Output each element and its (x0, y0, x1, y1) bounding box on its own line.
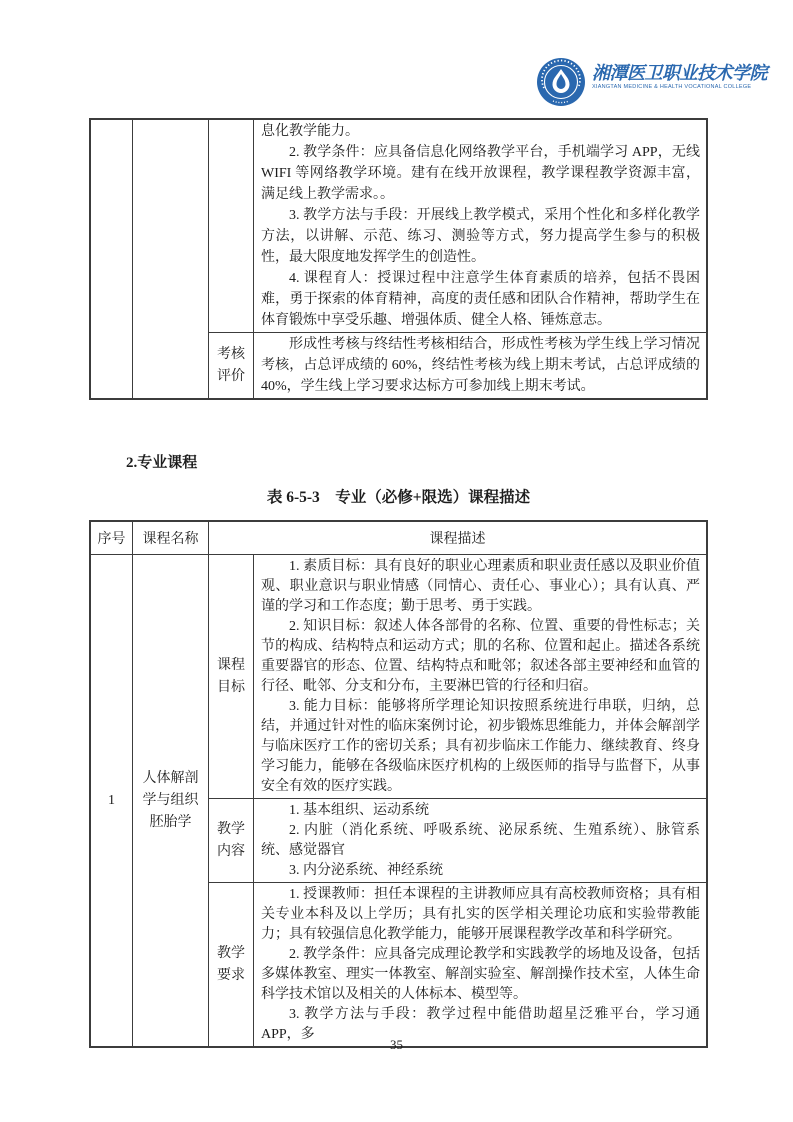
teaching-requirement-section (209, 883, 706, 1046)
paragraph: 2. 知识目标：叙述人体各部骨的名称、位置、重要的骨性标志；关节的构成、结构特点和运动方式；肌的名称、位置和起止。描述各系统重要器官的形态、位置、结构特点和毗邻；叙述各部主要神经和血管的行径、毗邻、分支和分布，主要淋巴管的行径和归宿。 (261, 619, 700, 694)
row-index-cell: 1 (91, 555, 133, 1046)
paragraph: 2. 教学条件：应具备完成理论教学和实践教学的场地及设备，包括多媒体教室、理实一体教室、解剖实验室、解剖操作技术室，人体生命科学技术馆以及相关的人体标本、模型等。 (261, 947, 700, 1002)
assessment-row (209, 333, 706, 398)
paragraph: 3. 内分泌系统、神经系统 (289, 863, 443, 878)
paragraph: 1. 基本组织、运动系统 (289, 803, 429, 818)
paragraph: 息化教学能力。 (261, 124, 359, 139)
teaching-content-section (209, 799, 706, 883)
paragraph: 1. 素质目标：具有良好的职业心理素质和职业责任感以及职业价值观、职业意识与职业情感（同情心、责任心、事业心）；具有认真、严谨的学习和工作态度；勤于思考、勇于实践。 (261, 559, 700, 614)
page-number: 35 (390, 1037, 403, 1052)
course-goal-content (254, 555, 706, 798)
paragraph: 4. 课程育人：授课过程中注意学生体育素质的培养，包括不畏困难，勇于探索的体育精神，高度的责任感和团队合作精神，帮助学生在体育锻炼中享受乐趣、增强体质、健全人格、锤炼意志。 (261, 271, 700, 328)
course-sections (209, 555, 706, 1046)
paragraph: 2. 内脏（消化系统、呼吸系统、泌尿系统、生殖系统）、脉管系统、感觉器官 (261, 823, 700, 858)
table-title: 表 6-5-3 专业（必修+限选）课程描述 (266, 489, 531, 506)
paragraph: 3. 能力目标：能够将所学理论知识按照系统进行串联，归纳，总结，并通过针对性的临床案例讨论，初步锻炼思维能力，并体会解剖学与临床医疗工作的密切关系；具有初步临床工作能力、继续教育、终身学习能力，能够在各级临床医疗机构的上级医师的指导与监督下，从事安全有效的医疗实践。 (261, 699, 700, 794)
assessment-label-cell: 考核评价 (209, 333, 254, 398)
paragraph: 2. 教学条件：应具备信息化网络教学平台，手机端学习 APP，无线 WIFI 等网络教学环境。建有在线开放课程，教学课程教学资源丰富，满足线上教学需求。。 (261, 145, 700, 202)
empty-label-cell (209, 120, 254, 332)
paragraph: 3. 教学方法与手段：教学过程中能借助超星泛雅平台，学习通 APP，多 (261, 1007, 700, 1042)
table-row (91, 555, 706, 1046)
header-course-name: 课程名称 (133, 522, 209, 554)
teaching-requirement-content (254, 120, 706, 332)
course-description-table (89, 520, 708, 1048)
college-name-zh: 湘潭医卫职业技术学院 (592, 63, 767, 83)
teaching-requirement-label: 教学要求 (209, 883, 254, 1046)
college-name-block (592, 57, 767, 90)
college-name-en: XIANGTAN MEDICINE & HEALTH VOCATIONAL COLLEGE (592, 84, 752, 90)
continued-course-table (89, 118, 708, 400)
paragraph: 3. 教学方法与手段：开展线上教学模式，采用个性化和多样化教学方法，以讲解、示范、练习、测验等方式，努力提高学生参与的积极性，最大限度地发挥学生的创造性。 (261, 208, 700, 265)
section-heading: 2.专业课程 (126, 455, 198, 471)
continued-course-name-cell (133, 120, 209, 398)
teaching-requirement-row (209, 120, 706, 333)
paragraph: 形成性考核与终结性考核相结合，形成性考核为学生线上学习情况考核，占总评成绩的 60%，终结性考核为线上期末考试，占总评成绩的 40%，学生线上学习要求达标方可参加线上期末考试。 (261, 337, 700, 394)
course-name-cell: 人体解剖学与组织胚胎学 (133, 555, 209, 1046)
paragraph: 1. 授课教师：担任本课程的主讲教师应具有高校教师资格；具有相关专业本科及以上学历；具有扎实的医学相关理论功底和实验带教能力；具有较强信息化教学能力，能够开展课程教学改革和科学研究。 (261, 887, 700, 942)
college-logo (536, 57, 767, 107)
header-index: 序号 (91, 522, 133, 554)
header-course-description: 课程描述 (429, 532, 486, 547)
teaching-content-label: 教学内容 (209, 799, 254, 882)
table-header-row (91, 522, 706, 555)
continued-index-cell (91, 120, 133, 398)
teaching-requirement-text (254, 883, 706, 1046)
course-goal-label: 课程目标 (209, 555, 254, 798)
continued-table-right (209, 120, 706, 398)
teaching-content-content (254, 799, 706, 882)
college-seal-icon (536, 57, 586, 107)
course-goal-section (209, 555, 706, 799)
assessment-content-cell (254, 333, 706, 398)
